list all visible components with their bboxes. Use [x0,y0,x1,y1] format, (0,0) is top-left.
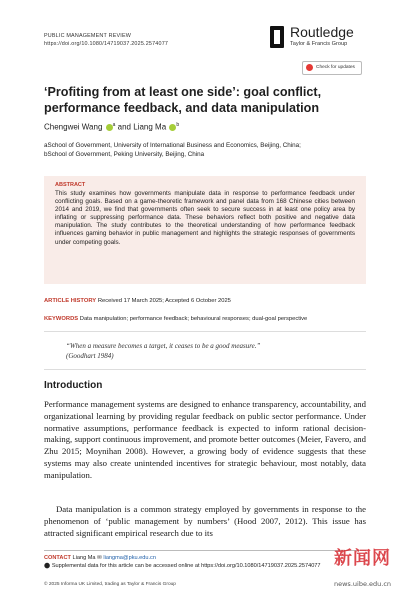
body-paragraph: Performance management systems are designed to enhance transparency, accountability, and organizational learning by providing regular feedback on public sector performance. Under normative assumptions, performance feedback is expected to inform rational decision-making, support continuous improvement, and promote better outcomes (Meier, Favero, and Zhu 2015; Moynihan 2008). However, a growing body of evidence suggests that these systems may also create unintended incentives for strategic behaviour, most notably, data manipulation. [44,399,366,480]
article-title: ‘Profiting from at least one side’: goal conflict, performance feedback, and data manipulation [44,85,322,115]
publisher-subtitle: Taylor & Francis Group [290,41,348,47]
check-updates-label: Check for updates [316,65,355,70]
author-affil-mark: a [112,122,116,128]
epigraph [66,341,366,361]
contact-email[interactable]: liangma@pku.edu.cn [103,555,156,561]
author-affil-mark: b [176,122,180,128]
abstract-heading: ABSTRACT [55,182,86,188]
check-for-updates-button[interactable] [302,61,362,75]
keywords-text: Data manipulation; performance feedback; behavioural responses; dual-goal perspective [79,316,308,322]
epigraph-cite: (Goodhart 1984) [66,352,114,360]
keywords-label: KEYWORDS [44,316,79,322]
article-history [44,298,231,304]
footer-divider [44,550,366,551]
publisher-logo[interactable] [270,24,380,54]
orcid-icon[interactable] [106,124,113,131]
history-label: ARTICLE HISTORY [44,298,97,304]
divider [44,369,366,370]
email-icon: ✉ [97,555,102,561]
author-conjunction: and [117,122,132,132]
supplemental-icon: ⬤ [44,562,51,569]
abstract-box [44,176,366,284]
author-name[interactable]: Liang Ma [133,122,167,132]
body-paragraph: Data manipulation is a common strategy employed by governments in response to the phenomenon of ‘public management by numbers’ (Hood 2007, 2012). This issue has attracted significant empirical research due to its [44,504,366,538]
footer-contact [44,555,366,571]
journal-header [44,33,168,48]
contact-name: Liang Ma [72,555,96,561]
publisher-name: Routledge [290,24,354,40]
affiliations [44,141,374,159]
journal-doi[interactable]: https://doi.org/10.1080/14719037.2025.2574077 [44,40,169,47]
author-name[interactable]: Chengwei Wang [44,122,103,132]
author-list [44,122,179,132]
routledge-mark-icon [270,26,284,48]
divider [44,331,366,332]
affiliation-line: bSchool of Government, Peking University, Beijing, China [44,151,205,158]
journal-name: PUBLIC MANAGEMENT REVIEW [44,33,132,39]
epigraph-text: “When a measure becomes a target, it ceases to be a good measure.” [66,342,261,350]
affiliation-line: aSchool of Government, University of International Business and Economics, Beijing, China; [44,142,301,149]
copyright: © 2025 Informa UK Limited, trading as Taylor & Francis Group [44,582,176,587]
check-updates-icon [306,64,313,71]
watermark-text: 新闻网 [334,548,391,569]
section-heading: Introduction [44,380,103,391]
watermark-url: news.uibe.edu.cn [334,580,392,588]
contact-label: CONTACT [44,555,71,561]
keywords [44,316,307,322]
history-text: Received 17 March 2025; Accepted 6 October 2025 [97,298,231,304]
abstract-text: This study examines how governments manipulate data in response to performance feedback under conflicting goals. Based on a game-theoretic framework and panel data from 168 Chinese cities between 2014 and 2019, we find that governments often seek to secure success in at least one policy area by inflating or suppressing performance data. These behaviors reflect both positive and negative data manipulation. The study contributes to the theoretical understanding of how performance feedback influences gaming behavior in public management and highlights the strategic responses of governments under competing goals. [55,190,355,246]
supplemental-text[interactable]: Supplemental data for this article can be accessed online at https://doi.org/10.1080/14719037.2025.2574077 [51,562,321,569]
watermark [330,540,402,602]
